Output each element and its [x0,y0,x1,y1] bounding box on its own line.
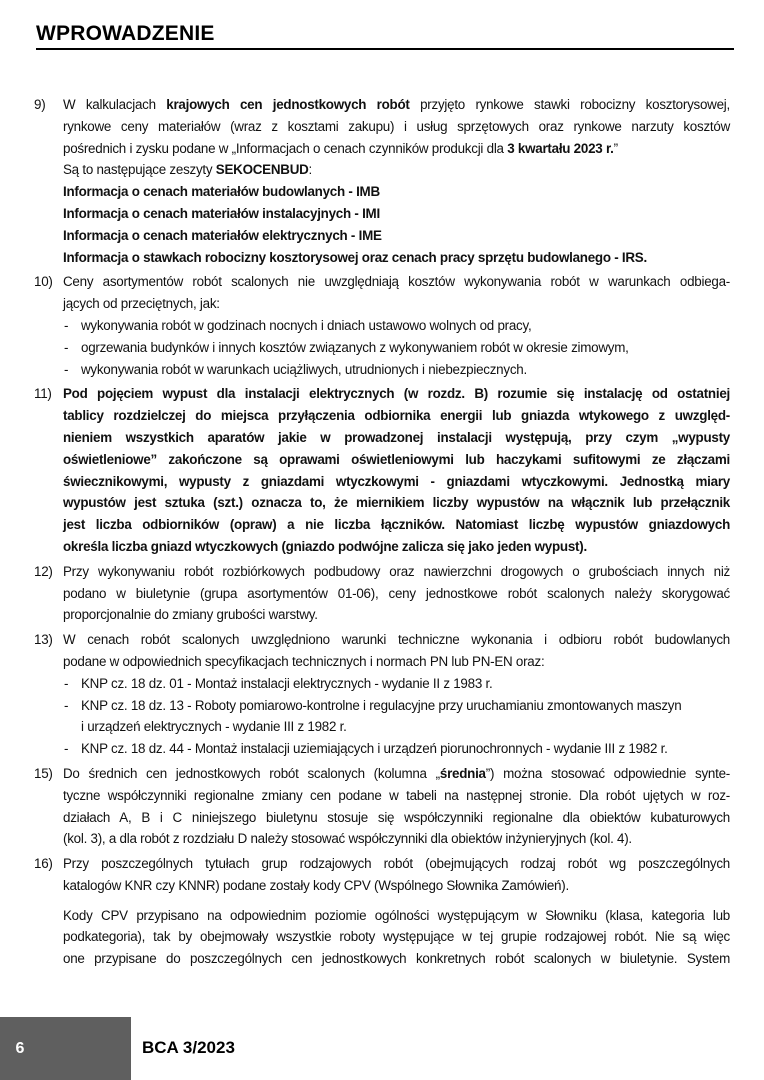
bold-run: krajowych cen jednostkowych robót [166,97,410,112]
header-rule [36,48,734,50]
text-line [63,138,730,160]
publication-imi: Informacja o cenach materiałów instalacyjnych - IMI [63,205,380,221]
item-number: 10) [34,274,53,290]
page-content [34,94,730,970]
dash-item [63,738,730,760]
publication-irs: Informacja o stawkach robocizny kosztorysowej oraz cenach pracy sprzętu budowlanego - IRS. [63,249,647,265]
dash-item [63,695,730,717]
item-number: 13) [34,632,53,648]
dash-marker: - [64,741,69,757]
text-line: one przypisane do poszczególnych cen jednostkowych konkretnych robót scalonych w biuletynie. System [63,951,730,967]
text-run: Do średnich cen jednostkowych robót scalonych (kolumna „ [63,765,440,781]
dash-text: wykonywania robót w godzinach nocnych i dniach ustawowo wolnych od pracy, [81,317,532,333]
text-line: świecznikowymi, wypusty z gniazdami wtyczkowymi - gniazdami wtyczkowymi. Jednostką miary [63,473,730,489]
dash-marker: - [64,675,69,691]
footer-bar [0,1017,131,1080]
list-item-13 [34,629,730,760]
text-line [63,763,730,785]
issue-label: BCA 3/2023 [142,1038,235,1057]
text-line: działach A, B i C niniejszego biuletynu stosuje się współczynniki regionalne dla obiektów kubaturowych [63,809,730,825]
text-line: Ceny asortymentów robót scalonych nie uwzględniają kosztów wykonywania robót w warunkach odbiega- [63,274,730,290]
text-line: Przy wykonywaniu robót rozbiórkowych podbudowy oraz nawierzchni drogowych o grubościach innych niż [63,563,730,579]
text-line: rynkowe ceny materiałów (wraz z kosztami zakupu) i usług sprzętowych oraz rynkowe narzuty kosztów [63,118,730,134]
item-number: 16) [34,856,53,872]
page-number: 6 [15,1040,25,1057]
text-line [63,159,730,181]
item-number: 12) [34,563,53,579]
item-number: 15) [34,765,53,781]
text-line: podane w odpowiednich specyfikacjach technicznych i normach PN lub PN-EN oraz: [63,653,545,669]
bold-run: 3 kwartału 2023 r. [507,140,614,156]
item-number: 9) [34,97,46,112]
dash-item [63,673,730,695]
dash-marker: - [64,317,69,333]
dash-text: ogrzewania budynków i innych kosztów związanych z wykonywaniem robót w okresie zimowym, [81,339,629,355]
dash-continuation: i urządzeń elektrycznych - wydanie III z 1982 r. [81,719,347,735]
bold-run: SEKOCENBUD [215,162,309,178]
text-line: tyczne współczynniki regionalne zmiany cen podane w tabeli na następnej stronie. Dla robót ujętych w roz- [63,787,730,803]
text-line: oświetleniowe” zakończone są oprawami oświetleniowymi lub haczykami sufitowymi ze złączami [63,451,730,467]
list-item-15 [34,763,730,850]
text-line: podano w biuletynie (grupa asortymentów 01-06), ceny jednostkowe robót scalonych należy skorygować [63,585,730,601]
dash-text: wykonywania robót w warunkach uciążliwych, utrudnionych i niebezpiecznych. [81,361,527,377]
text-line: podkategoria), tak by obejmowały wszystkie roboty występujące w tej grupie rodzajowej robót. Nie są więc [63,929,730,945]
dash-item [63,359,730,381]
text-line: (kol. 3), a dla robót z rozdziału D należy stosować współczynniki dla obiektów inżynieryjnych (kol. 4). [63,831,632,847]
text-line: katalogów KNR czy KNNR) podane zostały kody CPV (Wspólnego Słownika Zamówień). [63,877,569,893]
item-number: 11) [34,386,52,402]
dash-text: KNP cz. 18 dz. 44 - Montaż instalacji uziemiających i urządzeń piorunochronnych - wydanie III z 1982 r. [81,741,668,757]
page-title: WPROWADZENIE [36,22,215,45]
dash-text: KNP cz. 18 dz. 01 - Montaż instalacji elektrycznych - wydanie II z 1983 r. [81,675,493,691]
dash-item [63,315,730,337]
text-run: pośrednich i zysku podane w „Informacjach o cenach czynników produkcji dla [63,140,508,156]
text-run: Są to następujące zeszyty [63,162,216,178]
text-line: Kody CPV przypisano na odpowiednim poziomie ogólności występującym w Słowniku (klasa, kategoria lub [63,907,730,923]
text-run: ”) można stosować odpowiednie synte- [485,765,730,781]
text-run: W kalkulacjach [63,97,167,112]
publication-imb: Informacja o cenach materiałów budowlanych - IMB [63,184,380,200]
text-line: nieniem wszystkich aparatów jakie w prowadzonej instalacji występują, przy czym „wypusty [63,429,730,445]
dash-item [63,337,730,359]
publication-ime: Informacja o cenach materiałów elektrycznych - IME [63,227,382,243]
text-line: jest liczba odbiorników (opraw) a nie liczba łączników. Natomiast liczbę wypustów gniazdowych [63,517,730,533]
dash-text: KNP cz. 18 dz. 13 - Roboty pomiarowo-kontrolne i regulacyjne przy uruchamianiu zmontowanych maszyn [81,697,682,713]
text-line: proporcjonalnie do zmiany grubości warstwy. [63,607,318,623]
text-line: tablicy rozdzielczej do miejsca przyłączenia odbiornika energii lub gniazda wtykowego z uwzględ- [63,408,730,424]
dash-marker: - [64,697,69,713]
text-run: : [308,162,313,178]
list-item-9 [34,94,730,268]
list-item-12 [34,561,730,626]
text-line: Przy poszczególnych tytułach grup rodzajowych robót (obejmujących rodzaj robót wg poszczególnych [63,856,730,872]
text-line: Pod pojęciem wypust dla instalacji elektrycznych (w rozdz. B) rozumie się instalację od ostatniej [63,386,730,402]
text-run: przyjęto rynkowe stawki robocizny kosztorysowej, [409,97,730,112]
text-run: ” [613,140,618,156]
list-item-16 [34,853,730,970]
list-item-11 [34,383,730,557]
text-line: określa liczba gniazd wtyczkowych (gniazdo podwójne zalicza się jako jeden wypust). [63,538,587,554]
dash-marker: - [64,339,69,355]
dash-marker: - [64,361,69,377]
list-item-10 [34,271,730,380]
text-line: jących od przeciętnych, jak: [63,296,220,312]
text-line: W cenach robót scalonych uwzględniono warunki techniczne wykonania i odbioru robót budowlanych [63,632,730,648]
text-line [63,94,730,116]
bold-run: średnia [439,765,486,781]
text-line: wypustów jest sztuka (szt.) oznacza to, że miernikiem liczby wypustów na włącznik lub przełącznik [63,495,730,511]
